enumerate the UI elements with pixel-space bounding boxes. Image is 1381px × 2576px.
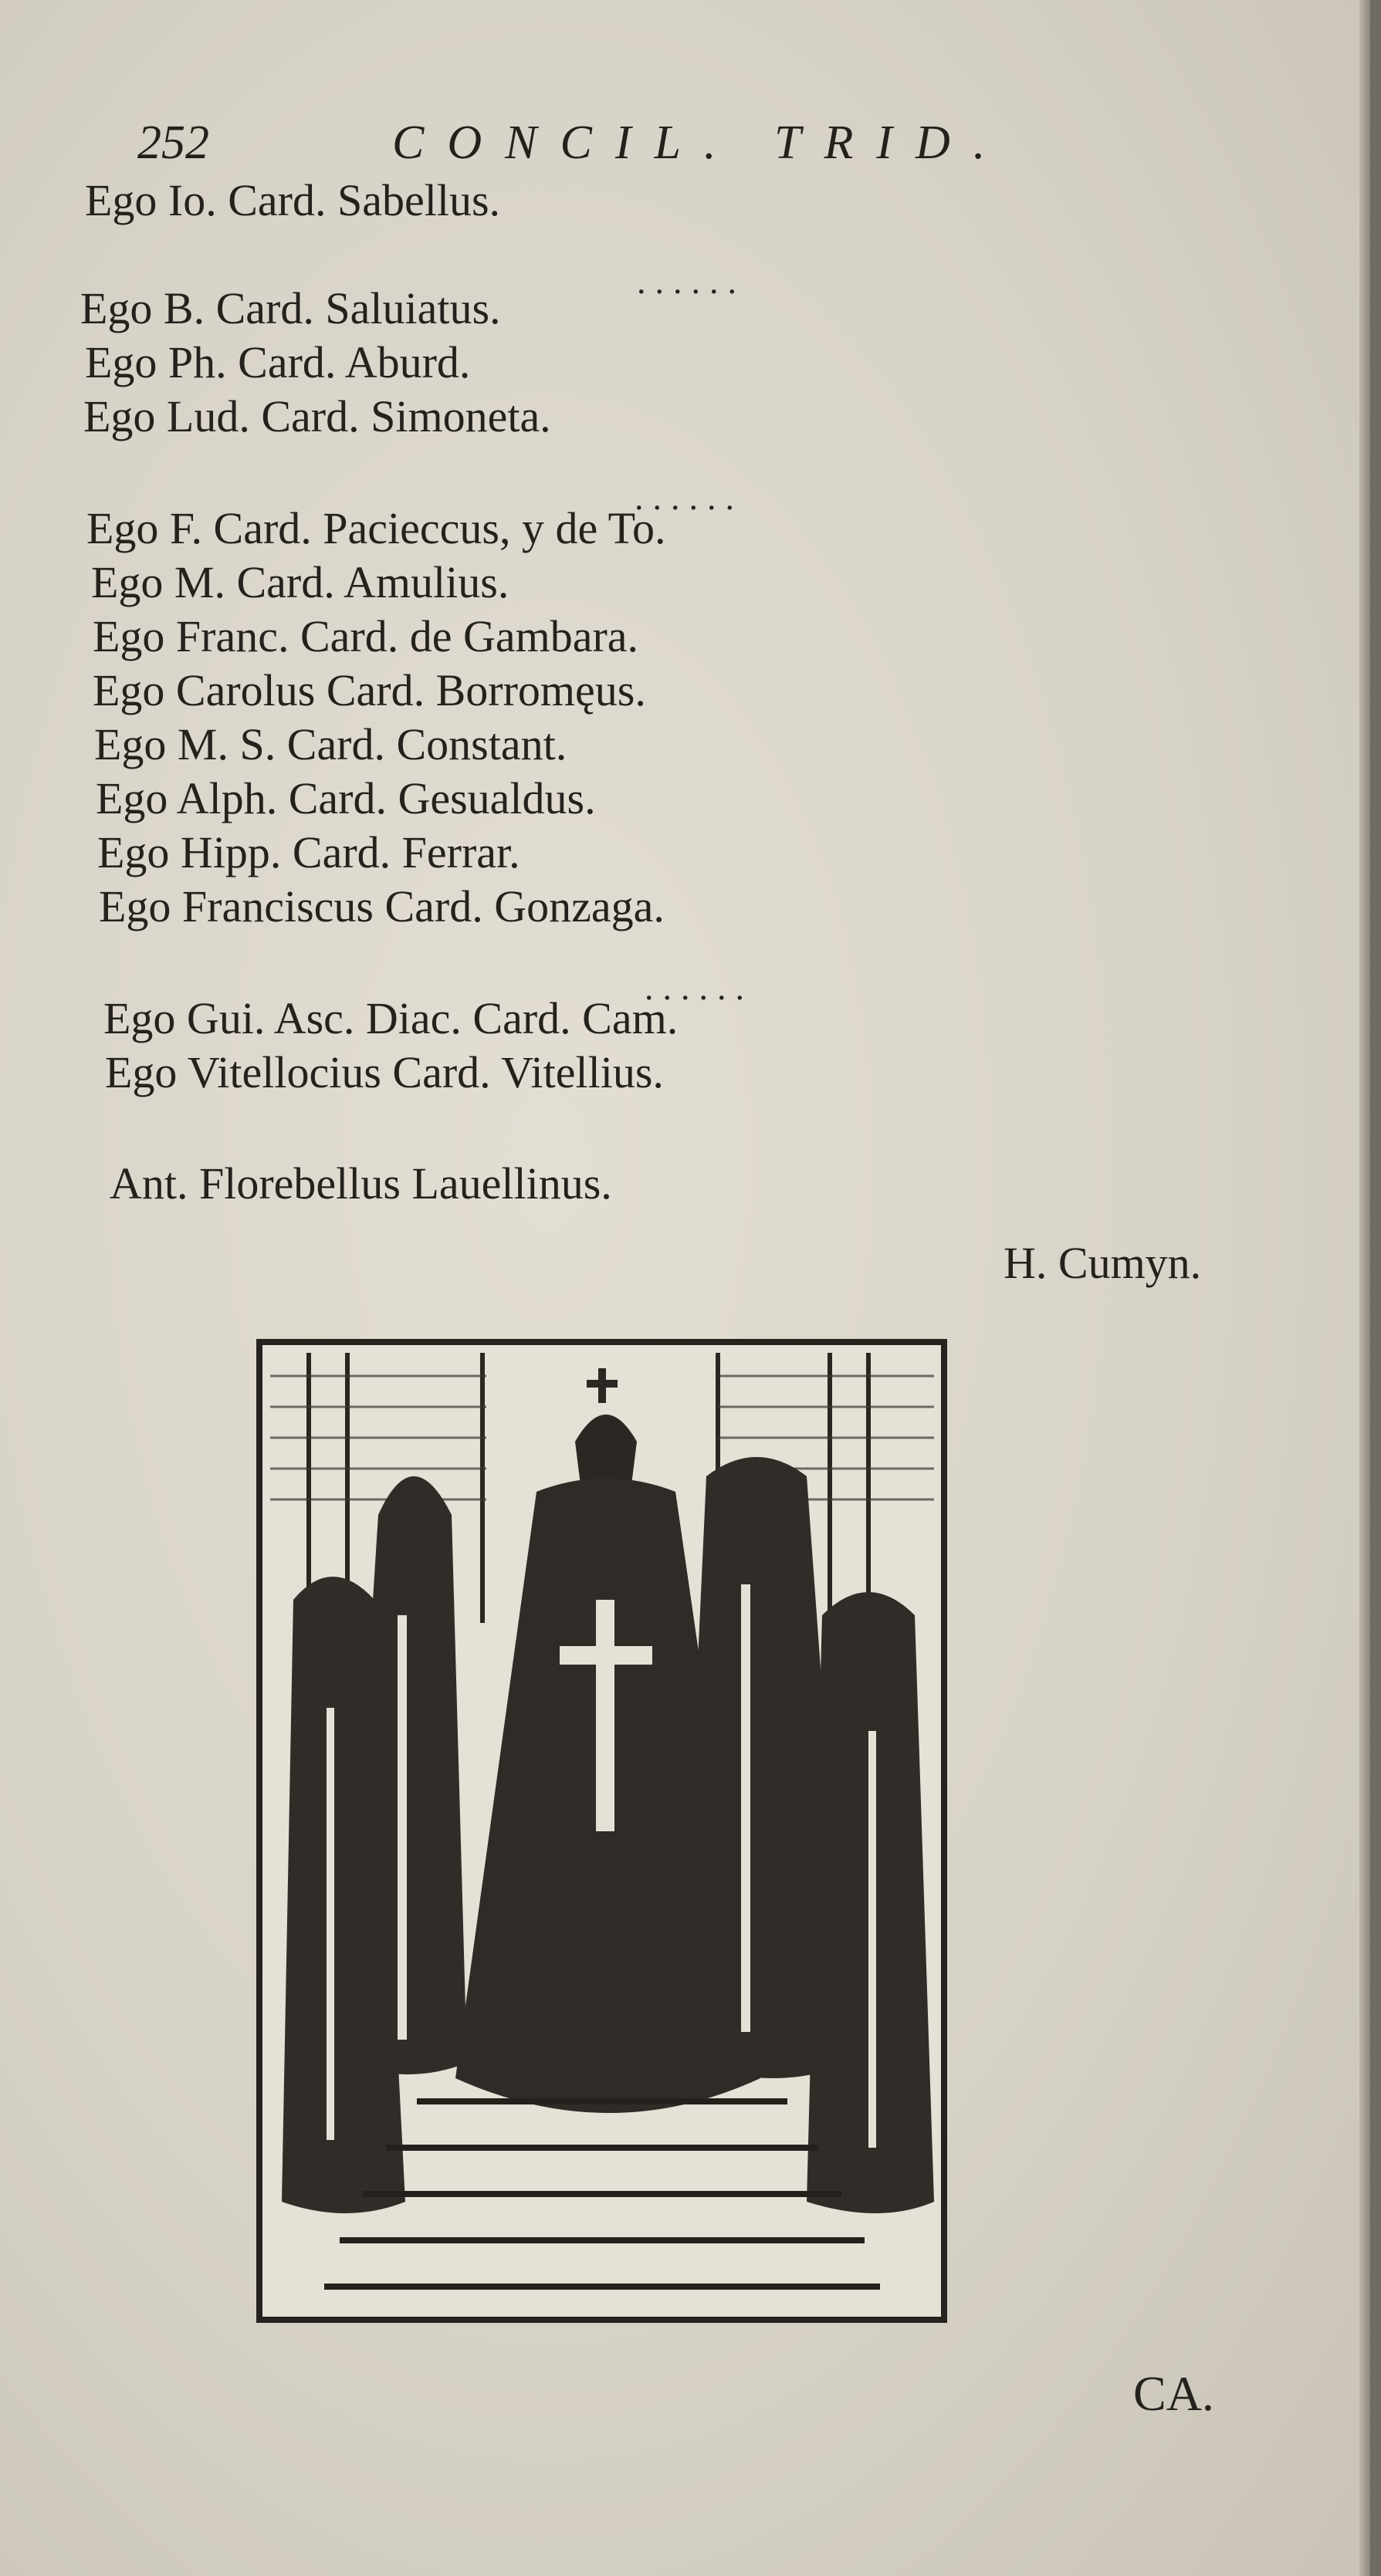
woodcut-illustration	[256, 1339, 947, 2323]
secretary-signature: H. Cumyn.	[1004, 1238, 1202, 1288]
signature-line: Ego Hipp. Card. Ferrar.	[97, 827, 520, 877]
signature-line: Ego Ph. Card. Aburd.	[85, 337, 471, 387]
signature-line: Ego Franc. Card. de Gambara.	[93, 611, 639, 661]
page-edge	[1359, 0, 1370, 2576]
signature-line: Ego Io. Card. Sabellus.	[85, 175, 501, 225]
catchword: CA.	[1133, 2366, 1214, 2421]
signature-line: Ego Franciscus Card. Gonzaga.	[99, 881, 665, 931]
signature-line: Ego M. S. Card. Constant.	[94, 719, 567, 769]
notary-signature: Ant. Florebellus Lauellinus.	[110, 1158, 612, 1209]
ellipsis-mark: ......	[637, 262, 746, 301]
page-number: 252	[137, 117, 209, 169]
signature-line: Ego Vitellocius Card. Vitellius.	[105, 1047, 664, 1097]
signature-line: Ego M. Card. Amulius.	[91, 557, 509, 607]
signature-line: Ego Gui. Asc. Diac. Card. Cam.	[103, 993, 679, 1043]
signature-line: Ego Carolus Card. Borromęus.	[93, 665, 646, 715]
signature-line: Ego Lud. Card. Simoneta.	[83, 391, 551, 441]
signature-line: Ego Alph. Card. Gesualdus.	[96, 773, 596, 823]
signature-line: Ego F. Card. Pacieccus, y de To.	[86, 503, 666, 553]
ellipsis-mark: ......	[645, 968, 753, 1007]
papal-coronation-woodcut	[262, 1345, 941, 2317]
ellipsis-mark: ......	[635, 478, 743, 517]
signature-line: Ego B. Card. Saluiatus.	[80, 283, 501, 333]
running-title: CONCIL. TRID.	[392, 117, 1009, 169]
